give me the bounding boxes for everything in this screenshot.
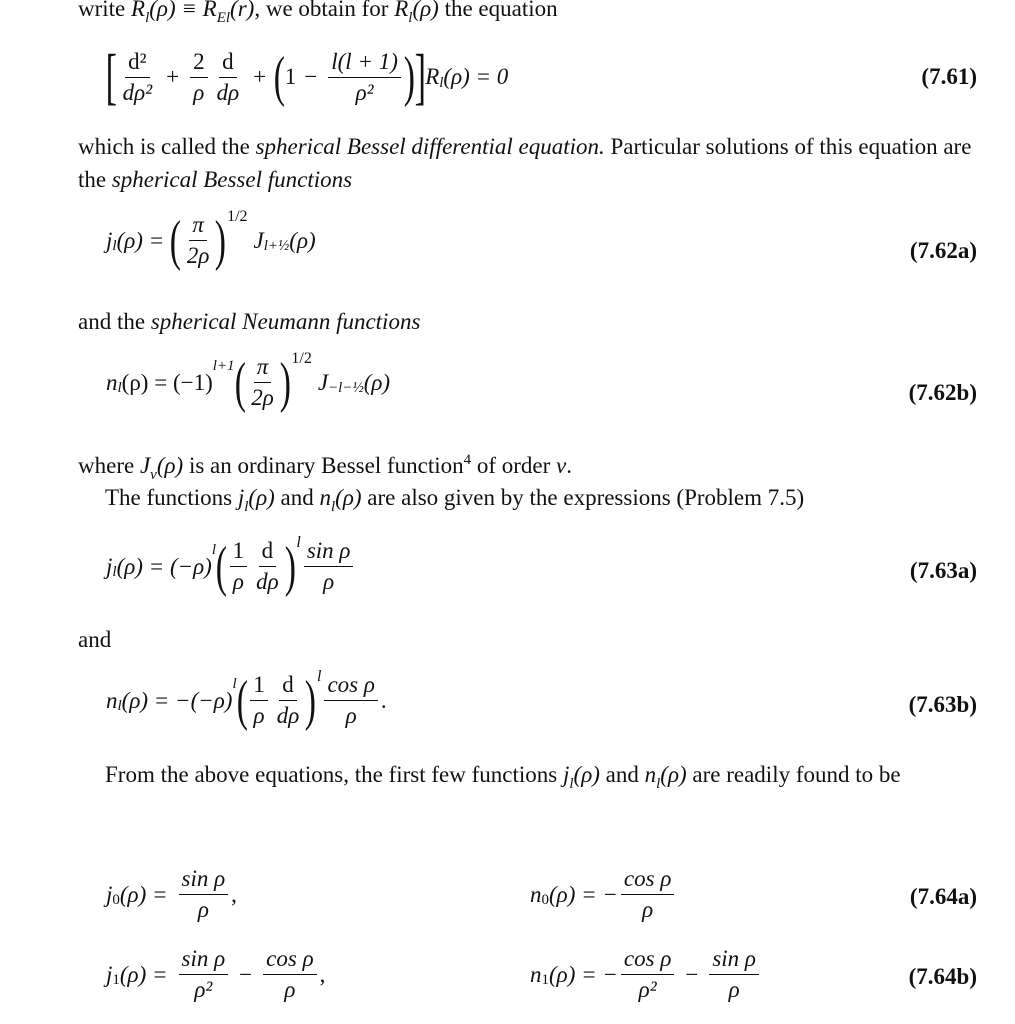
cos-over-rho: $\frac{\text{cos ρ}}{\rho}$	[324, 672, 377, 729]
l-fraction: $\frac{l(l + 1)}{\text{ρ²}}$	[328, 49, 401, 106]
two-over-rho: $\frac{2}{\rho}$	[190, 49, 208, 106]
one-over-rho: $\frac{1}{\rho}$	[230, 538, 248, 595]
and-word: and	[78, 627, 112, 652]
d-over-drho: $\frac{d}{d\rho}$	[276, 672, 300, 728]
d2-fraction: $\frac{\text{d²}}{\text{dρ²}}$	[122, 48, 153, 105]
pi-over-2rho: $\frac{\pi}{2\rho}$	[251, 354, 274, 410]
equation-7-64b-n1: n 1 (ρ) = − $\frac{\text{cos ρ}}{\text{ρ²}}$ − $\frac{\text{sin ρ}}{\rho}$	[530, 946, 762, 1003]
cos-over-rho-squared: $\frac{\text{cos ρ}}{\text{ρ²}}$	[621, 946, 674, 1003]
paragraph-3: where $J_\nu(\rho)$ is an ordinary Bessel function$^4$ of order ν.	[78, 452, 573, 483]
equation-number: (7.63b)	[908, 692, 977, 717]
d-over-drho: $\frac{d}{d\rho}$	[256, 538, 279, 594]
one-over-rho: $\frac{1}{\rho}$	[250, 672, 268, 729]
equation-7-63b: n l (ρ) = −(−ρ) l ( $\frac{1}{\rho}$ $\frac{d}{d\rho}$ ) l $\frac{\text{cos ρ}}{\rho}$ .	[106, 667, 387, 732]
equation-number: (7.62b)	[908, 380, 977, 405]
footnote-marker: 4	[463, 452, 472, 468]
equation-number: (7.63a)	[909, 558, 977, 583]
sin-over-rho: $\frac{\text{sin ρ}}{\rho}$	[179, 866, 229, 923]
equation-7-64b-j1: j 1 (ρ) = $\frac{\text{sin ρ}}{\text{ρ²}}$ − $\frac{\text{cos ρ}}{\rho}$ ,	[106, 946, 326, 1002]
equation-7-64a-j0: j 0 (ρ) = $\frac{\text{sin ρ}}{\rho}$ ,	[106, 866, 237, 922]
equation-number: (7.62a)	[909, 238, 977, 263]
equation-7-62a: j l (ρ) = ( $\frac{\pi}{2\rho}$ ) 1/2 J l+½ (ρ)	[106, 207, 316, 272]
equation-7-62b: n l (ρ) = (−1) l+1 ( $\frac{\pi}{2\rho}$ ) 1/2 J −l−½ (ρ)	[106, 349, 391, 414]
paragraph-5: From the above equations, the first few functions $j_l(\rho)$ and $n_l(\rho)$ are readily found to be	[105, 762, 901, 792]
cos-over-rho: $\frac{\text{cos ρ}}{\rho}$	[621, 866, 674, 923]
equation-7-61: [ $\frac{\text{d²}}{\text{dρ²}}$ + $\frac{2}{\rho}$ $\frac{d}{d\rho}$ + ( 1 − $\frac{l(l + 1)}{\text{ρ²}}$ ) ] R l (ρ) = 0	[105, 43, 509, 111]
paragraph-4: The functions $j_l(\rho)$ and $n_l(\rho)$ are also given by the expressions (Problem 7.5)	[105, 485, 805, 515]
equation-number: (7.64b)	[908, 964, 977, 989]
equation-7-63a: j l (ρ) = (−ρ) l ( $\frac{1}{\rho}$ $\frac{d}{d\rho}$ ) l $\frac{\text{sin ρ}}{\rho}$	[106, 538, 356, 595]
pi-over-2rho: $\frac{\pi}{2\rho}$	[186, 212, 210, 268]
top-line: write $R_l(\rho) \equiv R_{El}(r)$, we obtain for $R_l(\rho)$ the equation	[78, 0, 558, 26]
paragraph-1: which is called the spherical Bessel differential equation. Particular solutions of this equation are the spherical Bessel functions	[78, 134, 972, 192]
d-over-drho: $\frac{d}{d\rho}$	[216, 48, 240, 105]
cos-over-rho: $\frac{\text{cos ρ}}{\rho}$	[263, 946, 316, 1003]
equation-number: (7.64a)	[909, 884, 977, 909]
paragraph-2: and the spherical Neumann functions	[78, 309, 421, 334]
sin-over-rho-squared: $\frac{\text{sin ρ}}{\text{ρ²}}$	[179, 946, 229, 1003]
equation-7-64a-n0: n 0 (ρ) = − $\frac{\text{cos ρ}}{\rho}$	[530, 866, 677, 923]
sin-over-rho: $\frac{\text{sin ρ}}{\rho}$	[304, 538, 354, 595]
sin-over-rho: $\frac{\text{sin ρ}}{\rho}$	[709, 946, 759, 1003]
equation-number: (7.61)	[921, 64, 977, 89]
